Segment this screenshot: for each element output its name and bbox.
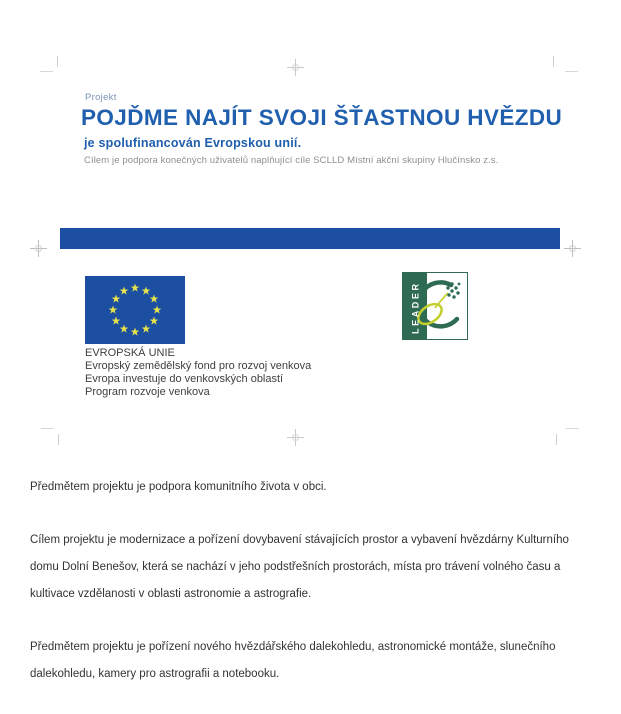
leader-logo-text: LEADER	[410, 281, 421, 334]
project-eyebrow: Projekt	[85, 92, 117, 103]
crop-mark-bottom-left-h	[41, 428, 54, 429]
project-title: POJĎME NAJÍT SVOJI ŠŤASTNOU HVĚZDU	[81, 105, 563, 130]
crop-mark-bottom-left-v	[58, 434, 59, 445]
paragraph-project-subject: Předmětem projektu je podpora komunitního života v obci.	[30, 481, 327, 493]
eu-label-block	[85, 347, 311, 399]
crop-mark-top-left-h	[40, 71, 53, 72]
registration-mark-middle-left	[30, 240, 47, 257]
eu-label-line: Program rozvoje venkova	[85, 386, 210, 398]
crop-mark-bottom-right-h	[566, 428, 579, 429]
body-copy	[30, 474, 590, 714]
leader-logo	[402, 272, 468, 340]
crop-mark-top-right-v	[553, 56, 554, 67]
blue-divider-bar	[60, 228, 560, 249]
project-subtitle: je spolufinancován Evropskou unií.	[84, 136, 302, 150]
eu-flag-logo	[85, 276, 185, 344]
registration-mark-bottom-center	[287, 429, 304, 446]
eu-label-line: EVROPSKÁ UNIE	[85, 347, 175, 359]
crop-mark-bottom-right-v	[556, 434, 557, 445]
eu-label-line: Evropa investuje do venkovských oblastí	[85, 373, 284, 385]
paragraph-project-equipment: Předmětem projektu je pořízení nového hvězdářského dalekohledu, astronomické montáže, slunečního dalekohledu, kamery pro astrografii a notebooku.	[30, 641, 556, 680]
crop-mark-top-right-h	[565, 71, 578, 72]
project-note: Cílem je podpora konečných uživatelů naplňující cíle SCLLD Místní akční skupiny Hlučínsko z.s.	[84, 155, 499, 166]
registration-mark-middle-right	[564, 240, 581, 257]
crop-mark-top-left-v	[57, 56, 58, 67]
eu-label-line: Evropský zemědělský fond pro rozvoj venkova	[85, 360, 312, 372]
registration-mark-top-center	[287, 59, 304, 76]
paragraph-project-goal: Cílem projektu je modernizace a pořízení dovybavení stávajících prostor a vybavení hvězdárny Kulturního domu Dolní Benešov, která se nachází v jeho podstřešních prostorách, místa pro trávení volného času a kultivace vzdělanosti v oblasti astronomie a astrografie.	[30, 534, 569, 600]
